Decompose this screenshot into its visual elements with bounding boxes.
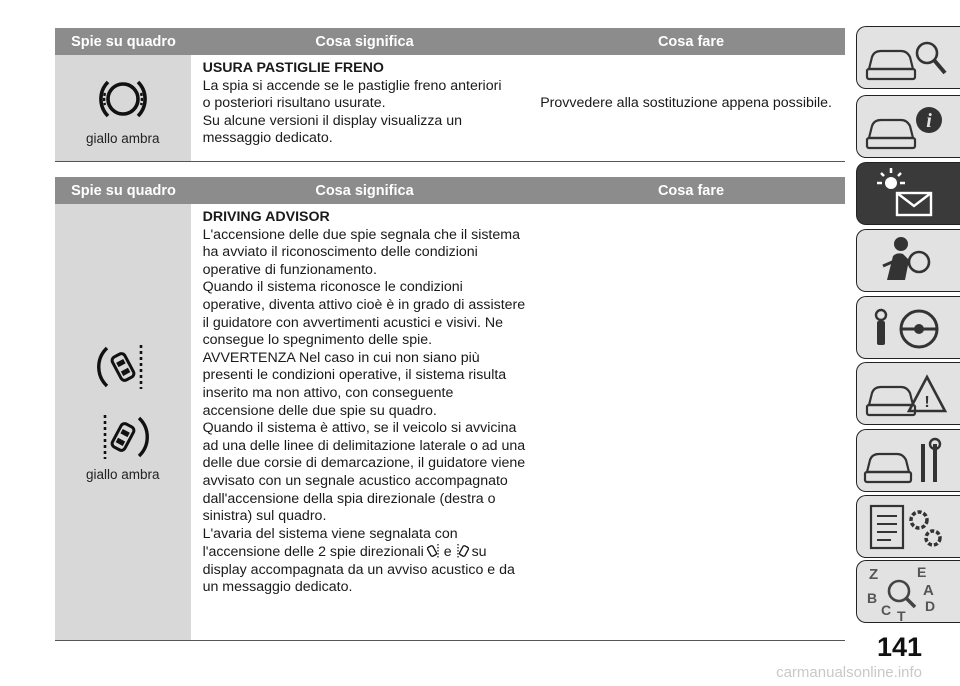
header-col-lights: Spie su quadro <box>71 182 176 199</box>
svg-text:T: T <box>897 608 906 624</box>
warning-light-icon <box>857 163 960 226</box>
warning-title: DRIVING ADVISOR <box>202 209 330 225</box>
meaning-line: inserito ma non attivo, con conseguente <box>202 384 454 401</box>
steering-key-icon <box>857 297 960 360</box>
meaning-line: operative, diventa attivo cioè è in grado di assistere <box>202 296 526 313</box>
meaning-line: il guidatore con avvertimenti acustici e visivi. Ne <box>202 314 504 331</box>
meaning-line: avvisato con un segnale acustico accompagnato <box>202 472 508 489</box>
sidebar-tab-starting-driving[interactable] <box>856 296 960 359</box>
action-text: Provvedere alla sostituzione appena possibile. <box>540 95 833 112</box>
warning-light-cell <box>55 55 191 161</box>
header-col-meaning: Cosa significa <box>315 33 414 50</box>
svg-text:B: B <box>867 590 878 606</box>
meaning-line: ha avviato il riconoscimento delle condizioni <box>202 244 478 261</box>
spec-sheet-icon <box>857 496 960 559</box>
inline-text: l'accensione delle 2 spie direzionali <box>202 544 424 561</box>
warning-table-driving-advisor <box>55 177 845 641</box>
warning-table-brakes <box>55 28 845 162</box>
sidebar-tab-safety[interactable] <box>856 229 960 292</box>
inline-text: e <box>443 544 452 561</box>
header-col-action: Cosa fare <box>657 182 725 199</box>
meaning-line: consegue lo spegnimento delle spie. <box>202 332 433 349</box>
meaning-line: L'accensione delle due spie segnala che il sistema <box>202 226 520 243</box>
meaning-line: Quando il sistema è attivo, se il veicolo si avvicina <box>202 420 517 437</box>
meaning-line: AVVERTENZA Nel caso in cui non siano più <box>202 349 480 366</box>
svg-text:!: ! <box>924 394 930 411</box>
table-header <box>55 28 845 55</box>
sidebar-tab-maintenance[interactable] <box>856 429 960 492</box>
page-number: 141 <box>876 632 922 662</box>
meaning-line: Quando il sistema riconosce le condizioni <box>202 279 463 296</box>
sidebar-tab-technical-data[interactable] <box>856 495 960 558</box>
lane-departure-right-icon <box>93 407 153 467</box>
sidebar-tab-car-search[interactable] <box>856 26 960 89</box>
svg-text:i: i <box>926 110 932 132</box>
action-cell <box>532 204 845 640</box>
meaning-line: ad una delle linee di delimitazione laterale o ad una <box>202 437 526 454</box>
light-color-label: giallo ambra <box>86 467 160 482</box>
table-row <box>55 204 845 641</box>
alphabet-index-icon <box>857 561 960 624</box>
action-cell <box>532 55 845 161</box>
meaning-line: operative di funzionamento. <box>202 261 377 278</box>
lane-departure-left-icon <box>93 337 153 397</box>
sidebar-tab-emergency[interactable] <box>856 362 960 425</box>
table-row <box>55 55 845 162</box>
meaning-line: un messaggio dedicato. <box>202 579 353 596</box>
meaning-line: presenti le condizioni operative, il sistema risulta <box>202 367 507 384</box>
meaning-line: accensione delle due spie su quadro. <box>202 402 437 419</box>
meaning-cell <box>191 204 533 640</box>
meaning-line: dall'accensione della spia direzionale (destra o <box>202 490 496 507</box>
meaning-line-inline <box>203 543 528 562</box>
airbag-passenger-icon <box>857 230 960 293</box>
header-col-meaning: Cosa significa <box>315 182 414 199</box>
svg-text:Z: Z <box>869 566 879 583</box>
svg-text:A: A <box>923 582 934 599</box>
sidebar-tab-index[interactable] <box>856 560 960 623</box>
car-search-icon <box>857 27 960 90</box>
meaning-line: La spia si accende se le pastiglie freno anteriori <box>202 77 502 94</box>
light-color-label: giallo ambra <box>86 131 160 146</box>
car-info-icon <box>857 96 960 159</box>
sidebar-tab-car-info[interactable] <box>856 95 960 158</box>
meaning-line: Su alcune versioni il display visualizza un <box>202 112 463 129</box>
meaning-line: delle due corsie di demarcazione, il guidatore viene <box>202 455 526 472</box>
lane-departure-right-icon <box>456 543 472 559</box>
inline-text: su <box>471 544 487 561</box>
table-header <box>55 177 845 204</box>
header-col-action: Cosa fare <box>657 33 725 50</box>
brake-pad-wear-icon <box>93 69 153 129</box>
header-col-lights: Spie su quadro <box>71 33 176 50</box>
meaning-line: o posteriori risultano usurate. <box>202 95 386 112</box>
svg-text:E: E <box>917 564 927 580</box>
car-maintenance-icon <box>857 430 960 493</box>
meaning-cell <box>191 55 533 161</box>
car-breakdown-icon <box>857 363 960 426</box>
meaning-line: messaggio dedicato. <box>202 130 333 147</box>
meaning-line: L'avaria del sistema viene segnalata con <box>202 525 458 542</box>
warning-title: USURA PASTIGLIE FRENO <box>202 60 384 76</box>
svg-text:C: C <box>881 602 892 618</box>
warning-light-cell <box>55 204 191 640</box>
svg-text:D: D <box>925 598 936 614</box>
meaning-line: sinistra) sul quadro. <box>202 508 327 525</box>
watermark: carmanualsonline.info <box>776 664 922 681</box>
sidebar-tab-warning-lights[interactable] <box>856 162 960 225</box>
lane-departure-left-icon <box>424 543 440 559</box>
meaning-line: display accompagnata da un avviso acustico e da <box>202 561 515 578</box>
